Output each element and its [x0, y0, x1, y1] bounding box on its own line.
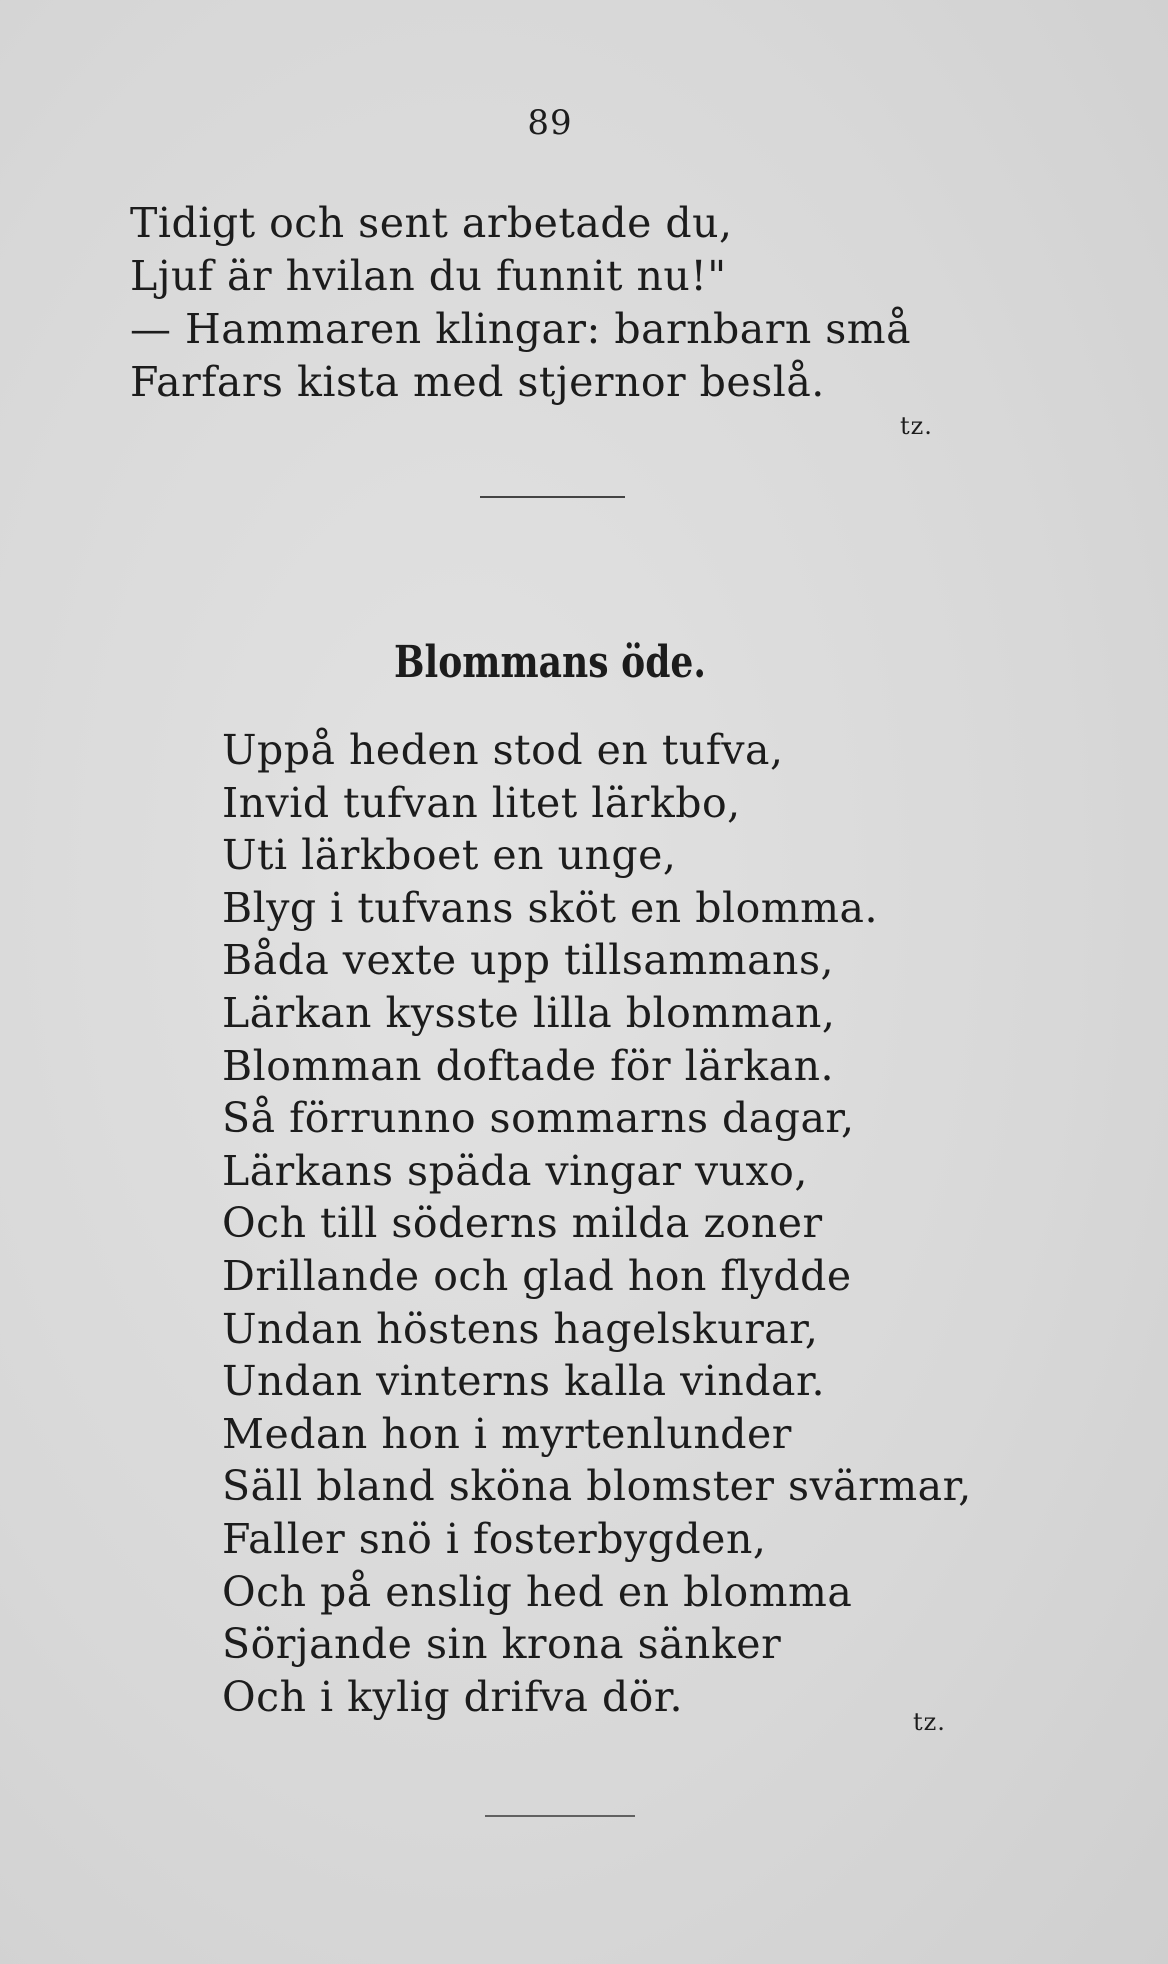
- poem-line: Båda vexte upp tillsammans,: [222, 936, 835, 985]
- poem-line: Uti lärkboet en unge,: [222, 831, 677, 880]
- poem-line: Blomman doftade för lärkan.: [222, 1041, 835, 1090]
- poem-line: Undan höstens hagelskurar,: [222, 1304, 819, 1353]
- poem-line: Lärkan kysste lilla blomman,: [222, 988, 836, 1037]
- poem-line: Och till söderns milda zoner: [222, 1199, 823, 1248]
- poem-1-stanza: [130, 197, 911, 409]
- poem-line: — Hammaren klingar: barnbarn små: [130, 305, 912, 353]
- poem-line: Och på enslig hed en blomma: [222, 1567, 853, 1616]
- poem-2-signature: tz.: [913, 1708, 946, 1736]
- poem-line: Invid tufvan litet lärkbo,: [222, 778, 741, 827]
- section-divider: [480, 496, 625, 498]
- poem-line: Blyg i tufvans sköt en blomma.: [222, 883, 879, 932]
- page-number: 89: [527, 103, 573, 143]
- poem-line: Så förrunno sommarns dagar,: [222, 1094, 855, 1143]
- poem-line: Tidigt och sent arbetade du,: [130, 199, 733, 247]
- poem-line: Medan hon i myrtenlunder: [222, 1409, 792, 1458]
- poem-line: Lärkans späda vingar vuxo,: [222, 1146, 808, 1195]
- section-divider: [485, 1815, 635, 1817]
- poem-line: Och i kylig drifva dör.: [222, 1672, 683, 1721]
- poem-line: Faller snö i fosterbygden,: [222, 1514, 767, 1563]
- poem-line: Farfars kista med stjernor beslå.: [130, 358, 825, 406]
- poem-line: Drillande och glad hon flydde: [222, 1251, 852, 1300]
- poem-2-title: Blommans öde.: [394, 637, 706, 688]
- poem-line: Säll bland sköna blomster svärmar,: [222, 1462, 972, 1511]
- poem-line: Undan vinterns kalla vindar.: [222, 1357, 826, 1406]
- poem-1-signature: tz.: [900, 412, 933, 440]
- poem-2-stanza: [222, 724, 972, 1723]
- poem-line: Uppå heden stod en tufva,: [222, 726, 784, 774]
- poem-line: Sörjande sin krona sänker: [222, 1620, 782, 1669]
- poem-line: Ljuf är hvilan du funnit nu!": [130, 252, 727, 300]
